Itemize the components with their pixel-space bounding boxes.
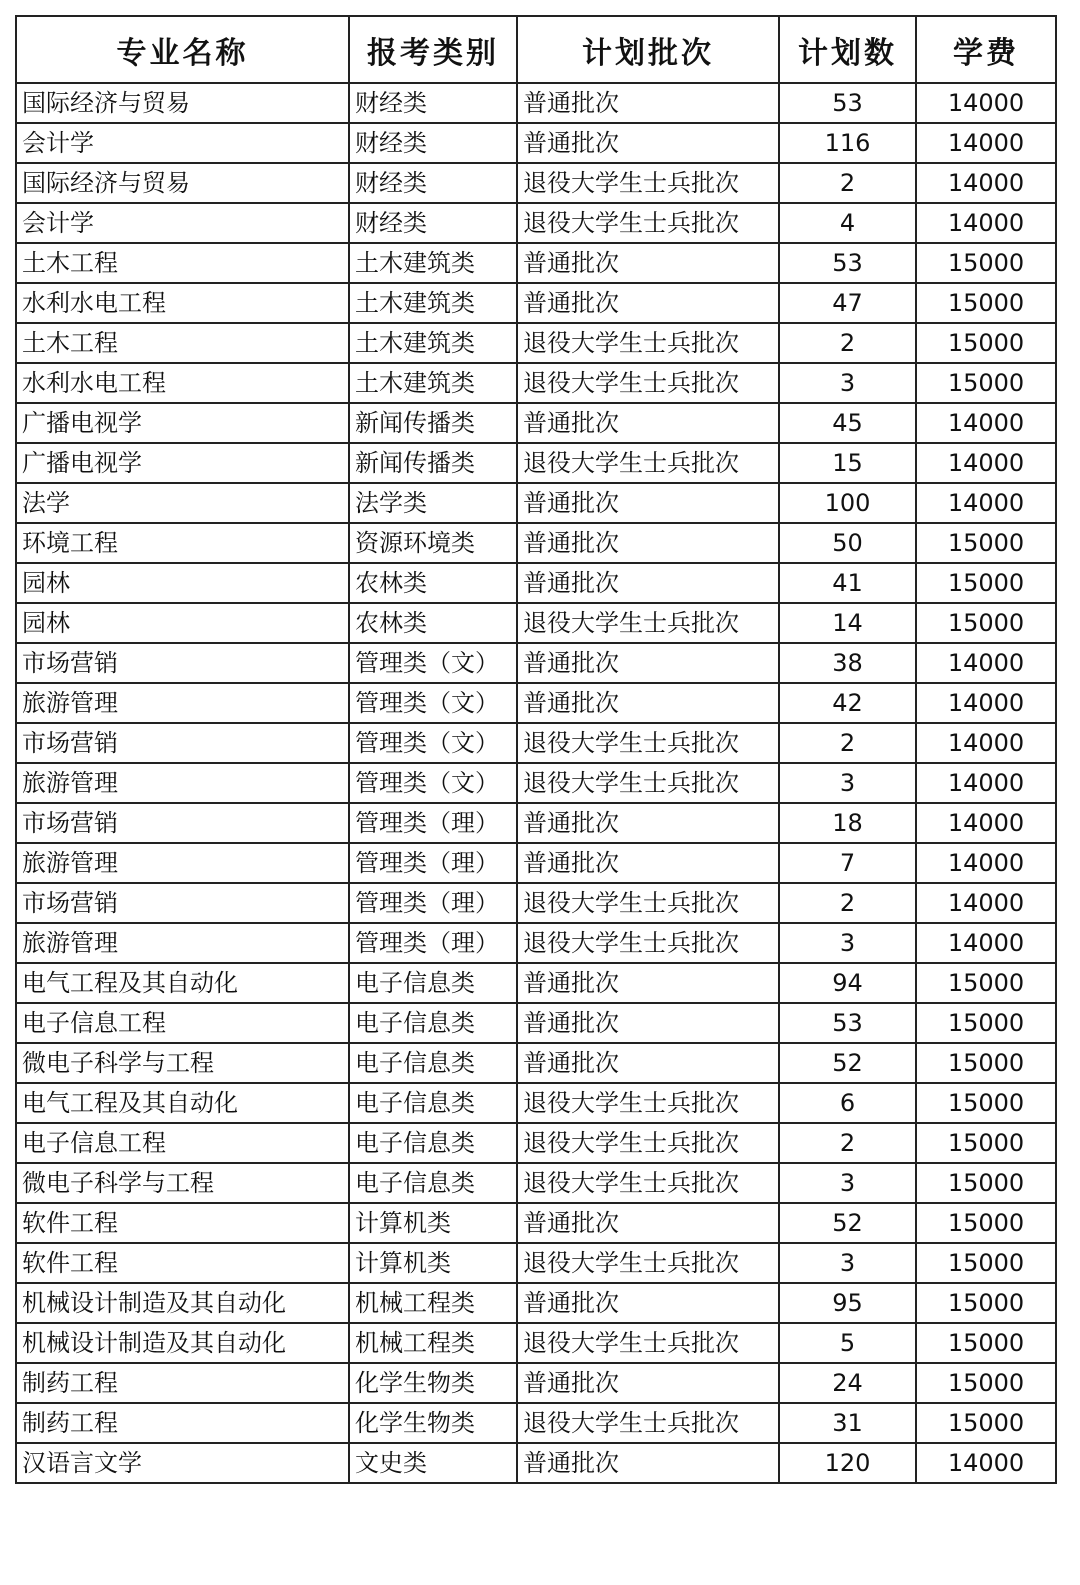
table-row	[16, 1403, 1056, 1443]
major-name-cell: 园林	[16, 603, 349, 643]
batch-cell: 普通批次	[517, 1043, 779, 1083]
table-row	[16, 163, 1056, 203]
plan-count-cell: 95	[779, 1283, 916, 1323]
major-name-cell: 市场营销	[16, 803, 349, 843]
major-name-cell: 法学	[16, 483, 349, 523]
tuition-cell: 14000	[916, 643, 1056, 683]
major-name-cell: 制药工程	[16, 1403, 349, 1443]
header-plan-count: 计划数	[779, 16, 916, 83]
batch-cell: 退役大学生士兵批次	[517, 1123, 779, 1163]
table-row	[16, 243, 1056, 283]
batch-cell: 退役大学生士兵批次	[517, 443, 779, 483]
tuition-cell: 15000	[916, 1323, 1056, 1363]
category-cell: 财经类	[349, 83, 517, 123]
category-cell: 管理类（理）	[349, 883, 517, 923]
category-cell: 化学生物类	[349, 1403, 517, 1443]
table-row	[16, 1363, 1056, 1403]
tuition-cell: 15000	[916, 563, 1056, 603]
batch-cell: 退役大学生士兵批次	[517, 1083, 779, 1123]
table-row	[16, 883, 1056, 923]
table-row	[16, 683, 1056, 723]
plan-count-cell: 45	[779, 403, 916, 443]
tuition-cell: 15000	[916, 603, 1056, 643]
tuition-cell: 14000	[916, 403, 1056, 443]
header-major-name: 专业名称	[16, 16, 349, 83]
category-cell: 电子信息类	[349, 963, 517, 1003]
table-row	[16, 123, 1056, 163]
tuition-cell: 15000	[916, 1203, 1056, 1243]
table-row	[16, 1123, 1056, 1163]
major-name-cell: 会计学	[16, 203, 349, 243]
batch-cell: 普通批次	[517, 1363, 779, 1403]
table-row	[16, 603, 1056, 643]
batch-cell: 退役大学生士兵批次	[517, 363, 779, 403]
table-row	[16, 443, 1056, 483]
plan-count-cell: 38	[779, 643, 916, 683]
table-row	[16, 1083, 1056, 1123]
batch-cell: 退役大学生士兵批次	[517, 763, 779, 803]
major-name-cell: 汉语言文学	[16, 1443, 349, 1483]
table-row	[16, 843, 1056, 883]
category-cell: 财经类	[349, 123, 517, 163]
category-cell: 法学类	[349, 483, 517, 523]
category-cell: 计算机类	[349, 1203, 517, 1243]
category-cell: 电子信息类	[349, 1043, 517, 1083]
category-cell: 电子信息类	[349, 1163, 517, 1203]
table-row	[16, 483, 1056, 523]
table-row	[16, 763, 1056, 803]
tuition-cell: 14000	[916, 203, 1056, 243]
category-cell: 化学生物类	[349, 1363, 517, 1403]
tuition-cell: 15000	[916, 963, 1056, 1003]
table-row	[16, 963, 1056, 1003]
tuition-cell: 14000	[916, 843, 1056, 883]
major-name-cell: 会计学	[16, 123, 349, 163]
table-row	[16, 723, 1056, 763]
major-name-cell: 电气工程及其自动化	[16, 1083, 349, 1123]
category-cell: 管理类（文）	[349, 643, 517, 683]
plan-count-cell: 52	[779, 1043, 916, 1083]
category-cell: 土木建筑类	[349, 243, 517, 283]
tuition-cell: 14000	[916, 763, 1056, 803]
category-cell: 新闻传播类	[349, 443, 517, 483]
plan-count-cell: 2	[779, 323, 916, 363]
plan-count-cell: 94	[779, 963, 916, 1003]
category-cell: 计算机类	[349, 1243, 517, 1283]
plan-count-cell: 2	[779, 883, 916, 923]
batch-cell: 退役大学生士兵批次	[517, 1163, 779, 1203]
tuition-cell: 14000	[916, 443, 1056, 483]
major-name-cell: 国际经济与贸易	[16, 83, 349, 123]
category-cell: 管理类（文）	[349, 763, 517, 803]
batch-cell: 普通批次	[517, 683, 779, 723]
plan-count-cell: 3	[779, 763, 916, 803]
tuition-cell: 14000	[916, 1443, 1056, 1483]
header-row	[16, 16, 1056, 83]
table-row	[16, 523, 1056, 563]
category-cell: 电子信息类	[349, 1083, 517, 1123]
batch-cell: 普通批次	[517, 803, 779, 843]
batch-cell: 退役大学生士兵批次	[517, 1323, 779, 1363]
tuition-cell: 15000	[916, 283, 1056, 323]
major-name-cell: 环境工程	[16, 523, 349, 563]
category-cell: 土木建筑类	[349, 323, 517, 363]
category-cell: 资源环境类	[349, 523, 517, 563]
tuition-cell: 14000	[916, 803, 1056, 843]
major-name-cell: 土木工程	[16, 323, 349, 363]
table-row	[16, 1323, 1056, 1363]
batch-cell: 退役大学生士兵批次	[517, 1403, 779, 1443]
table-body	[16, 83, 1056, 1483]
tuition-cell: 15000	[916, 1003, 1056, 1043]
category-cell: 文史类	[349, 1443, 517, 1483]
tuition-cell: 15000	[916, 1163, 1056, 1203]
major-name-cell: 电气工程及其自动化	[16, 963, 349, 1003]
table-row	[16, 1283, 1056, 1323]
batch-cell: 普通批次	[517, 1283, 779, 1323]
table-row	[16, 1003, 1056, 1043]
major-name-cell: 市场营销	[16, 883, 349, 923]
plan-count-cell: 42	[779, 683, 916, 723]
plan-count-cell: 31	[779, 1403, 916, 1443]
batch-cell: 普通批次	[517, 123, 779, 163]
table-row	[16, 1443, 1056, 1483]
plan-count-cell: 116	[779, 123, 916, 163]
category-cell: 电子信息类	[349, 1003, 517, 1043]
table-row	[16, 803, 1056, 843]
batch-cell: 普通批次	[517, 1003, 779, 1043]
major-name-cell: 微电子科学与工程	[16, 1043, 349, 1083]
table-row	[16, 1163, 1056, 1203]
plan-count-cell: 24	[779, 1363, 916, 1403]
plan-count-cell: 3	[779, 923, 916, 963]
plan-count-cell: 5	[779, 1323, 916, 1363]
plan-count-cell: 53	[779, 243, 916, 283]
major-name-cell: 软件工程	[16, 1203, 349, 1243]
table-row	[16, 323, 1056, 363]
category-cell: 农林类	[349, 603, 517, 643]
major-name-cell: 软件工程	[16, 1243, 349, 1283]
batch-cell: 退役大学生士兵批次	[517, 923, 779, 963]
plan-count-cell: 47	[779, 283, 916, 323]
batch-cell: 普通批次	[517, 83, 779, 123]
batch-cell: 普通批次	[517, 1443, 779, 1483]
tuition-cell: 15000	[916, 363, 1056, 403]
tuition-cell: 14000	[916, 163, 1056, 203]
tuition-cell: 15000	[916, 243, 1056, 283]
major-name-cell: 市场营销	[16, 723, 349, 763]
batch-cell: 普通批次	[517, 843, 779, 883]
category-cell: 土木建筑类	[349, 363, 517, 403]
tuition-cell: 15000	[916, 523, 1056, 563]
major-name-cell: 广播电视学	[16, 443, 349, 483]
tuition-cell: 15000	[916, 1283, 1056, 1323]
batch-cell: 普通批次	[517, 563, 779, 603]
major-name-cell: 旅游管理	[16, 843, 349, 883]
batch-cell: 退役大学生士兵批次	[517, 883, 779, 923]
plan-count-cell: 3	[779, 363, 916, 403]
table-row	[16, 563, 1056, 603]
category-cell: 电子信息类	[349, 1123, 517, 1163]
plan-count-cell: 14	[779, 603, 916, 643]
batch-cell: 退役大学生士兵批次	[517, 603, 779, 643]
table-row	[16, 1043, 1056, 1083]
plan-count-cell: 2	[779, 163, 916, 203]
tuition-cell: 15000	[916, 1123, 1056, 1163]
tuition-cell: 15000	[916, 1043, 1056, 1083]
tuition-cell: 15000	[916, 1243, 1056, 1283]
major-name-cell: 电子信息工程	[16, 1123, 349, 1163]
major-name-cell: 电子信息工程	[16, 1003, 349, 1043]
tuition-cell: 14000	[916, 483, 1056, 523]
category-cell: 机械工程类	[349, 1323, 517, 1363]
tuition-cell: 14000	[916, 923, 1056, 963]
batch-cell: 普通批次	[517, 643, 779, 683]
category-cell: 土木建筑类	[349, 283, 517, 323]
category-cell: 管理类（理）	[349, 843, 517, 883]
header-plan-batch: 计划批次	[517, 16, 779, 83]
major-name-cell: 机械设计制造及其自动化	[16, 1323, 349, 1363]
plan-count-cell: 52	[779, 1203, 916, 1243]
category-cell: 财经类	[349, 163, 517, 203]
table-row	[16, 283, 1056, 323]
category-cell: 管理类（理）	[349, 923, 517, 963]
tuition-cell: 15000	[916, 1083, 1056, 1123]
major-name-cell: 水利水电工程	[16, 283, 349, 323]
plan-count-cell: 15	[779, 443, 916, 483]
batch-cell: 普通批次	[517, 1203, 779, 1243]
enrollment-plan-table	[15, 15, 1057, 1484]
batch-cell: 退役大学生士兵批次	[517, 203, 779, 243]
major-name-cell: 园林	[16, 563, 349, 603]
plan-count-cell: 41	[779, 563, 916, 603]
category-cell: 管理类（文）	[349, 723, 517, 763]
major-name-cell: 市场营销	[16, 643, 349, 683]
major-name-cell: 微电子科学与工程	[16, 1163, 349, 1203]
tuition-cell: 14000	[916, 83, 1056, 123]
batch-cell: 退役大学生士兵批次	[517, 323, 779, 363]
batch-cell: 普通批次	[517, 483, 779, 523]
table-row	[16, 1203, 1056, 1243]
table-header	[16, 16, 1056, 83]
major-name-cell: 土木工程	[16, 243, 349, 283]
major-name-cell: 机械设计制造及其自动化	[16, 1283, 349, 1323]
table-row	[16, 1243, 1056, 1283]
plan-count-cell: 4	[779, 203, 916, 243]
plan-count-cell: 7	[779, 843, 916, 883]
plan-count-cell: 2	[779, 1123, 916, 1163]
tuition-cell: 14000	[916, 683, 1056, 723]
header-application-category: 报考类别	[349, 16, 517, 83]
category-cell: 农林类	[349, 563, 517, 603]
table-row	[16, 643, 1056, 683]
plan-count-cell: 100	[779, 483, 916, 523]
major-name-cell: 广播电视学	[16, 403, 349, 443]
tuition-cell: 15000	[916, 1363, 1056, 1403]
plan-count-cell: 2	[779, 723, 916, 763]
batch-cell: 普通批次	[517, 963, 779, 1003]
batch-cell: 退役大学生士兵批次	[517, 163, 779, 203]
plan-count-cell: 6	[779, 1083, 916, 1123]
tuition-cell: 15000	[916, 1403, 1056, 1443]
category-cell: 管理类（理）	[349, 803, 517, 843]
tuition-cell: 14000	[916, 883, 1056, 923]
table-row	[16, 403, 1056, 443]
plan-count-cell: 53	[779, 83, 916, 123]
category-cell: 新闻传播类	[349, 403, 517, 443]
table-row	[16, 363, 1056, 403]
category-cell: 财经类	[349, 203, 517, 243]
table-row	[16, 203, 1056, 243]
batch-cell: 退役大学生士兵批次	[517, 1243, 779, 1283]
enrollment-plan-table-container	[15, 15, 1055, 1484]
header-tuition: 学费	[916, 16, 1056, 83]
major-name-cell: 水利水电工程	[16, 363, 349, 403]
major-name-cell: 国际经济与贸易	[16, 163, 349, 203]
plan-count-cell: 18	[779, 803, 916, 843]
tuition-cell: 14000	[916, 723, 1056, 763]
plan-count-cell: 53	[779, 1003, 916, 1043]
table-row	[16, 83, 1056, 123]
major-name-cell: 旅游管理	[16, 683, 349, 723]
major-name-cell: 旅游管理	[16, 763, 349, 803]
batch-cell: 普通批次	[517, 523, 779, 563]
plan-count-cell: 3	[779, 1243, 916, 1283]
batch-cell: 普通批次	[517, 243, 779, 283]
major-name-cell: 制药工程	[16, 1363, 349, 1403]
tuition-cell: 15000	[916, 323, 1056, 363]
table-row	[16, 923, 1056, 963]
major-name-cell: 旅游管理	[16, 923, 349, 963]
category-cell: 机械工程类	[349, 1283, 517, 1323]
tuition-cell: 14000	[916, 123, 1056, 163]
category-cell: 管理类（文）	[349, 683, 517, 723]
batch-cell: 普通批次	[517, 283, 779, 323]
batch-cell: 退役大学生士兵批次	[517, 723, 779, 763]
plan-count-cell: 120	[779, 1443, 916, 1483]
batch-cell: 普通批次	[517, 403, 779, 443]
plan-count-cell: 50	[779, 523, 916, 563]
plan-count-cell: 3	[779, 1163, 916, 1203]
